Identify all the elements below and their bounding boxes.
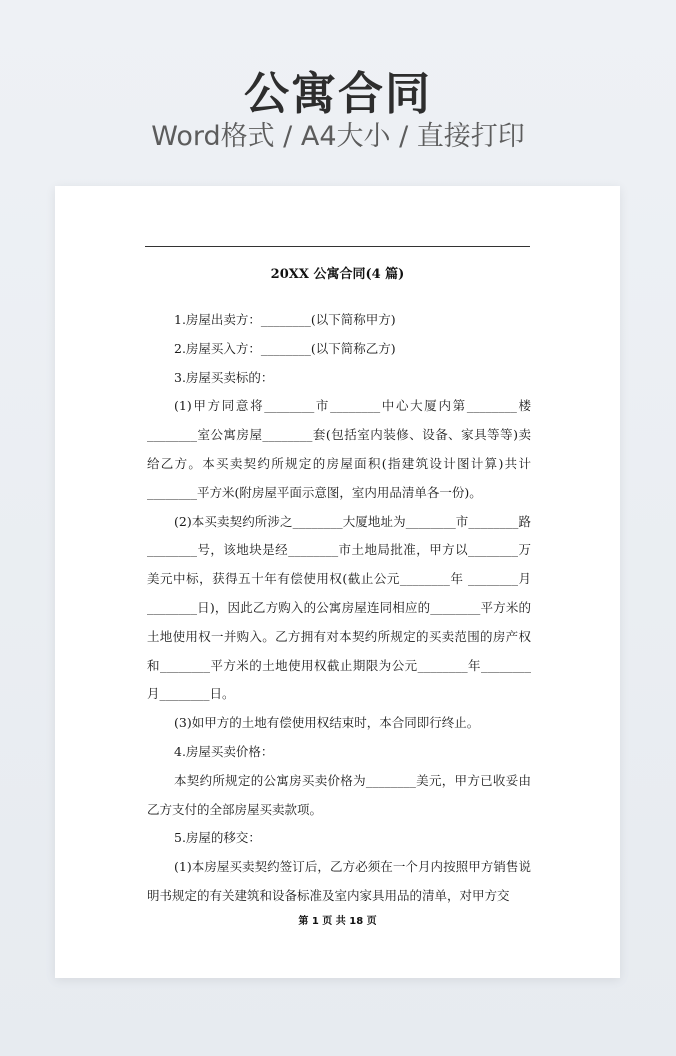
paragraph-price: 本契约所规定的公寓房买卖价格为________美元，甲方已收妥由乙方支付的全部房屋买卖款项。 — [147, 772, 531, 817]
paragraph-handover-heading: 5.房屋的移交： — [174, 830, 261, 846]
document-title: 20XX 公寓合同(4 篇) — [270, 267, 405, 282]
promo-subtitle: Word格式 / A4大小 / 直接打印 — [151, 121, 525, 152]
paragraph-subject-2: (2)本买卖契约所涉之________大厦地址为________市________路________号，该地块是经________市土地局批准，甲方以________万美元中标，获得五十年有偿使用权(截止公元________年 ________月________日)，因此乙方购入的公寓房屋连同相应的________平方米的土地使用权一并购入。乙方拥有对本契约所规定的买卖范围的房产权和________平方米的土地使用权截止期限为公元________年________月________日。 — [147, 513, 531, 702]
paragraph-subject-3: (3)如甲方的土地有偿使用权结束时，本合同即行终止。 — [174, 715, 480, 731]
page-number: 第 1 页 共 18 页 — [298, 916, 377, 927]
header-rule — [145, 246, 530, 247]
paragraph-handover-1: (1)本房屋买卖契约签订后，乙方必须在一个月内按照甲方销售说明书规定的有关建筑和设备标准及室内家具用品的清单，对甲方交 — [147, 859, 531, 903]
paragraph-subject-heading: 3.房屋买卖标的： — [174, 369, 274, 385]
paragraph-subject-1: (1)甲方同意将________市________中心大厦内第________楼________室公寓房屋________套(包括室内装修、设备、家具等等)卖给乙方。本买卖契约所规定的房屋面积(指建筑设计图计算)共计________平方米(附房屋平面示意图，室内用品清单各一份)。 — [147, 398, 531, 500]
paragraph-buyer: 2.房屋买入方：________(以下简称乙方) — [174, 340, 396, 356]
promo-title: 公寓合同 — [243, 67, 432, 120]
paragraph-price-heading: 4.房屋买卖价格： — [174, 743, 274, 759]
paragraph-seller: 1.房屋出卖方：________(以下简称甲方) — [174, 312, 396, 327]
document-body — [147, 306, 531, 911]
document-page — [55, 186, 620, 978]
